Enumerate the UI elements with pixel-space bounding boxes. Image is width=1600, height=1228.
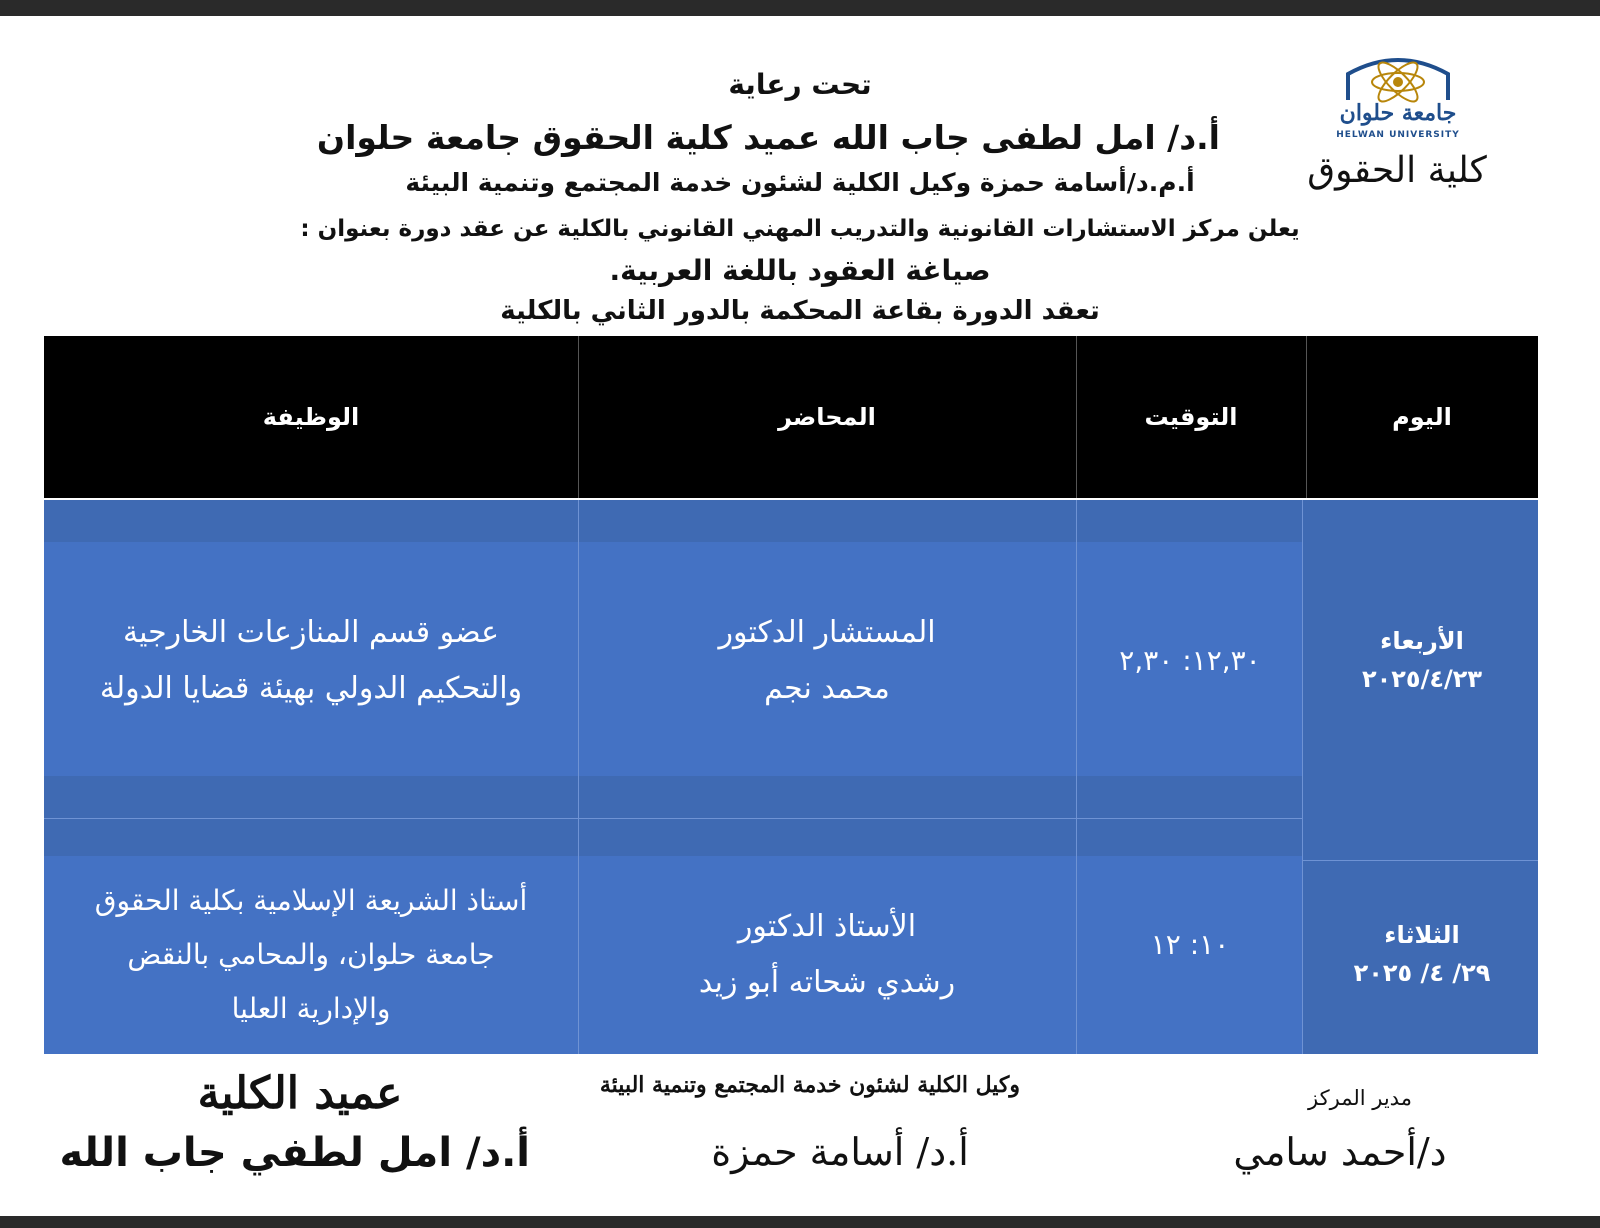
faculty-name: كلية الحقوق [1307, 150, 1487, 191]
job-line: والإدارية العليا [231, 992, 391, 1025]
header-job: الوظيفة [262, 403, 360, 431]
header-lecturer: المحاضر [778, 403, 876, 431]
dean-signature-name: أ.د/ امل لطفي جاب الله [59, 1130, 530, 1176]
director-signature-title: مدير المركز [1308, 1086, 1412, 1110]
lecturer-name: محمد نجم [764, 671, 890, 706]
vice-dean-signature-title: وكيل الكلية لشئون خدمة المجتمع وتنمية البيئة [599, 1072, 1020, 1098]
schedule-table [44, 336, 1538, 1054]
day-name: الثلاثاء [1384, 921, 1460, 949]
session-time: ١٢,٣٠: ٢,٣٠ [1119, 643, 1261, 677]
table-row-2-day [1306, 904, 1538, 1004]
table-row-2-time [1076, 904, 1304, 984]
top-border [0, 0, 1600, 16]
lecturer-title: المستشار الدكتور [718, 615, 936, 650]
job-line: عضو قسم المنازعات الخارجية [122, 615, 500, 650]
header-divider [1306, 336, 1307, 498]
lecturer-name: رشدي شحاته أبو زيد [698, 965, 956, 1000]
row-divider [1302, 860, 1538, 861]
patronage-label: تحت رعاية [728, 68, 872, 101]
dean-patron: أ.د/ امل لطفى جاب الله عميد كلية الحقوق جامعة حلوان [316, 118, 1220, 157]
job-line: والتحكيم الدولي بهيئة قضايا الدولة [99, 671, 523, 706]
table-header [44, 336, 1538, 498]
table-row-1-time [1076, 610, 1304, 710]
table-row-1-job [44, 596, 578, 726]
table-row-2-lecturer [578, 880, 1076, 1030]
session-time: ١٠: ١٢ [1150, 927, 1230, 961]
header-time: التوقيت [1144, 403, 1238, 431]
table-row-1-lecturer [578, 596, 1076, 726]
row-divider [44, 818, 1302, 819]
table-row-1-day [1306, 610, 1538, 710]
dean-signature-title: عميد الكلية [197, 1068, 403, 1119]
header-divider [578, 336, 579, 498]
vice-dean-patron: أ.م.د/أسامة حمزة وكيل الكلية لشئون خدمة المجتمع وتنمية البيئة [405, 168, 1195, 197]
table-body [44, 500, 1538, 1054]
job-line: أستاذ الشريعة الإسلامية بكلية الحقوق [94, 884, 528, 917]
lecturer-title: الأستاذ الدكتور [737, 909, 917, 944]
vice-dean-signature-name: أ.د/ أسامة حمزة [711, 1130, 969, 1174]
job-line: جامعة حلوان، والمحامي بالنقض [127, 938, 495, 971]
logo-english-name: HELWAN UNIVERSITY [1336, 130, 1460, 140]
day-name: الأربعاء [1380, 627, 1464, 655]
course-title: صياغة العقود باللغة العربية. [609, 254, 991, 287]
course-venue: تعقد الدورة بقاعة المحكمة بالدور الثاني بالكلية [500, 296, 1100, 326]
header-divider [1076, 336, 1077, 498]
table-row-2-job [44, 860, 578, 1050]
day-date: ٢٠٢٥/٤/٢٣ [1361, 665, 1483, 693]
day-date: ٢٩/ ٤/ ٢٠٢٥ [1353, 959, 1491, 987]
bottom-border [0, 1216, 1600, 1228]
logo-arabic-name: جامعة حلوان [1339, 100, 1457, 126]
director-signature-name: د/أحمد سامي [1233, 1130, 1447, 1174]
announcement: يعلن مركز الاستشارات القانونية والتدريب المهني القانوني بالكلية عن عقد دورة بعنوان : [300, 216, 1300, 242]
header-day: اليوم [1392, 403, 1452, 431]
